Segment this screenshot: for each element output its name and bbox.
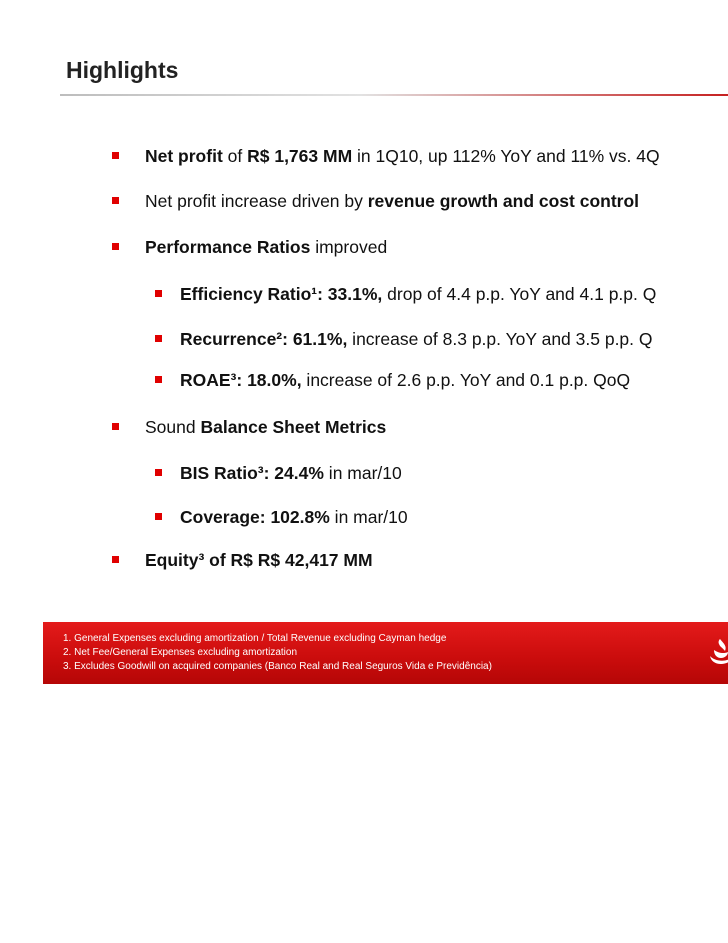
bullet-net-profit: Net profit of R$ 1,763 MM in 1Q10, up 112% YoY and 11% vs. 4Q [145, 146, 660, 166]
bullet-net-profit-drivers: Net profit increase driven by revenue growth and cost control [145, 191, 640, 211]
bullet-marker-icon [112, 423, 119, 430]
sub-bullet-marker-icon [155, 290, 162, 297]
bullet-marker-icon [112, 556, 119, 563]
bullet-marker-icon [112, 152, 119, 159]
sub-bullet-marker-icon [155, 335, 162, 342]
bullet-bis-ratio: BIS Ratio³: 24.4% in mar/10 [180, 463, 402, 483]
sub-bullet-marker-icon [155, 469, 162, 476]
bullet-recurrence: Recurrence²: 61.1%, increase of 8.3 p.p. YoY and 3.5 p.p. Q [180, 329, 653, 349]
footnote-1: 1. General Expenses excluding amortization / Total Revenue excluding Cayman hedge [63, 633, 447, 644]
title-divider [60, 94, 728, 96]
bullet-marker-icon [112, 197, 119, 204]
footnote-2: 2. Net Fee/General Expenses excluding amortization [63, 647, 298, 658]
footnotes-band [43, 622, 728, 684]
santander-flame-icon [708, 636, 728, 666]
bullet-marker-icon [112, 243, 119, 250]
bullet-equity: Equity³ of R$ R$ 42,417 MM [145, 550, 373, 570]
footnote-3: 3. Excludes Goodwill on acquired companies (Banco Real and Real Seguros Vida e Previdência) [63, 661, 492, 672]
bullet-performance-ratios: Performance Ratios improved [145, 237, 388, 257]
bullet-roae: ROAE³: 18.0%, increase of 2.6 p.p. YoY and 0.1 p.p. QoQ [180, 370, 631, 390]
sub-bullet-marker-icon [155, 513, 162, 520]
bullet-balance-sheet: Sound Balance Sheet Metrics [145, 417, 387, 437]
bullet-efficiency-ratio: Efficiency Ratio¹: 33.1%, drop of 4.4 p.p. YoY and 4.1 p.p. Q [180, 284, 657, 304]
bullet-coverage: Coverage: 102.8% in mar/10 [180, 507, 408, 527]
sub-bullet-marker-icon [155, 376, 162, 383]
page-title: Highlights [66, 57, 179, 83]
